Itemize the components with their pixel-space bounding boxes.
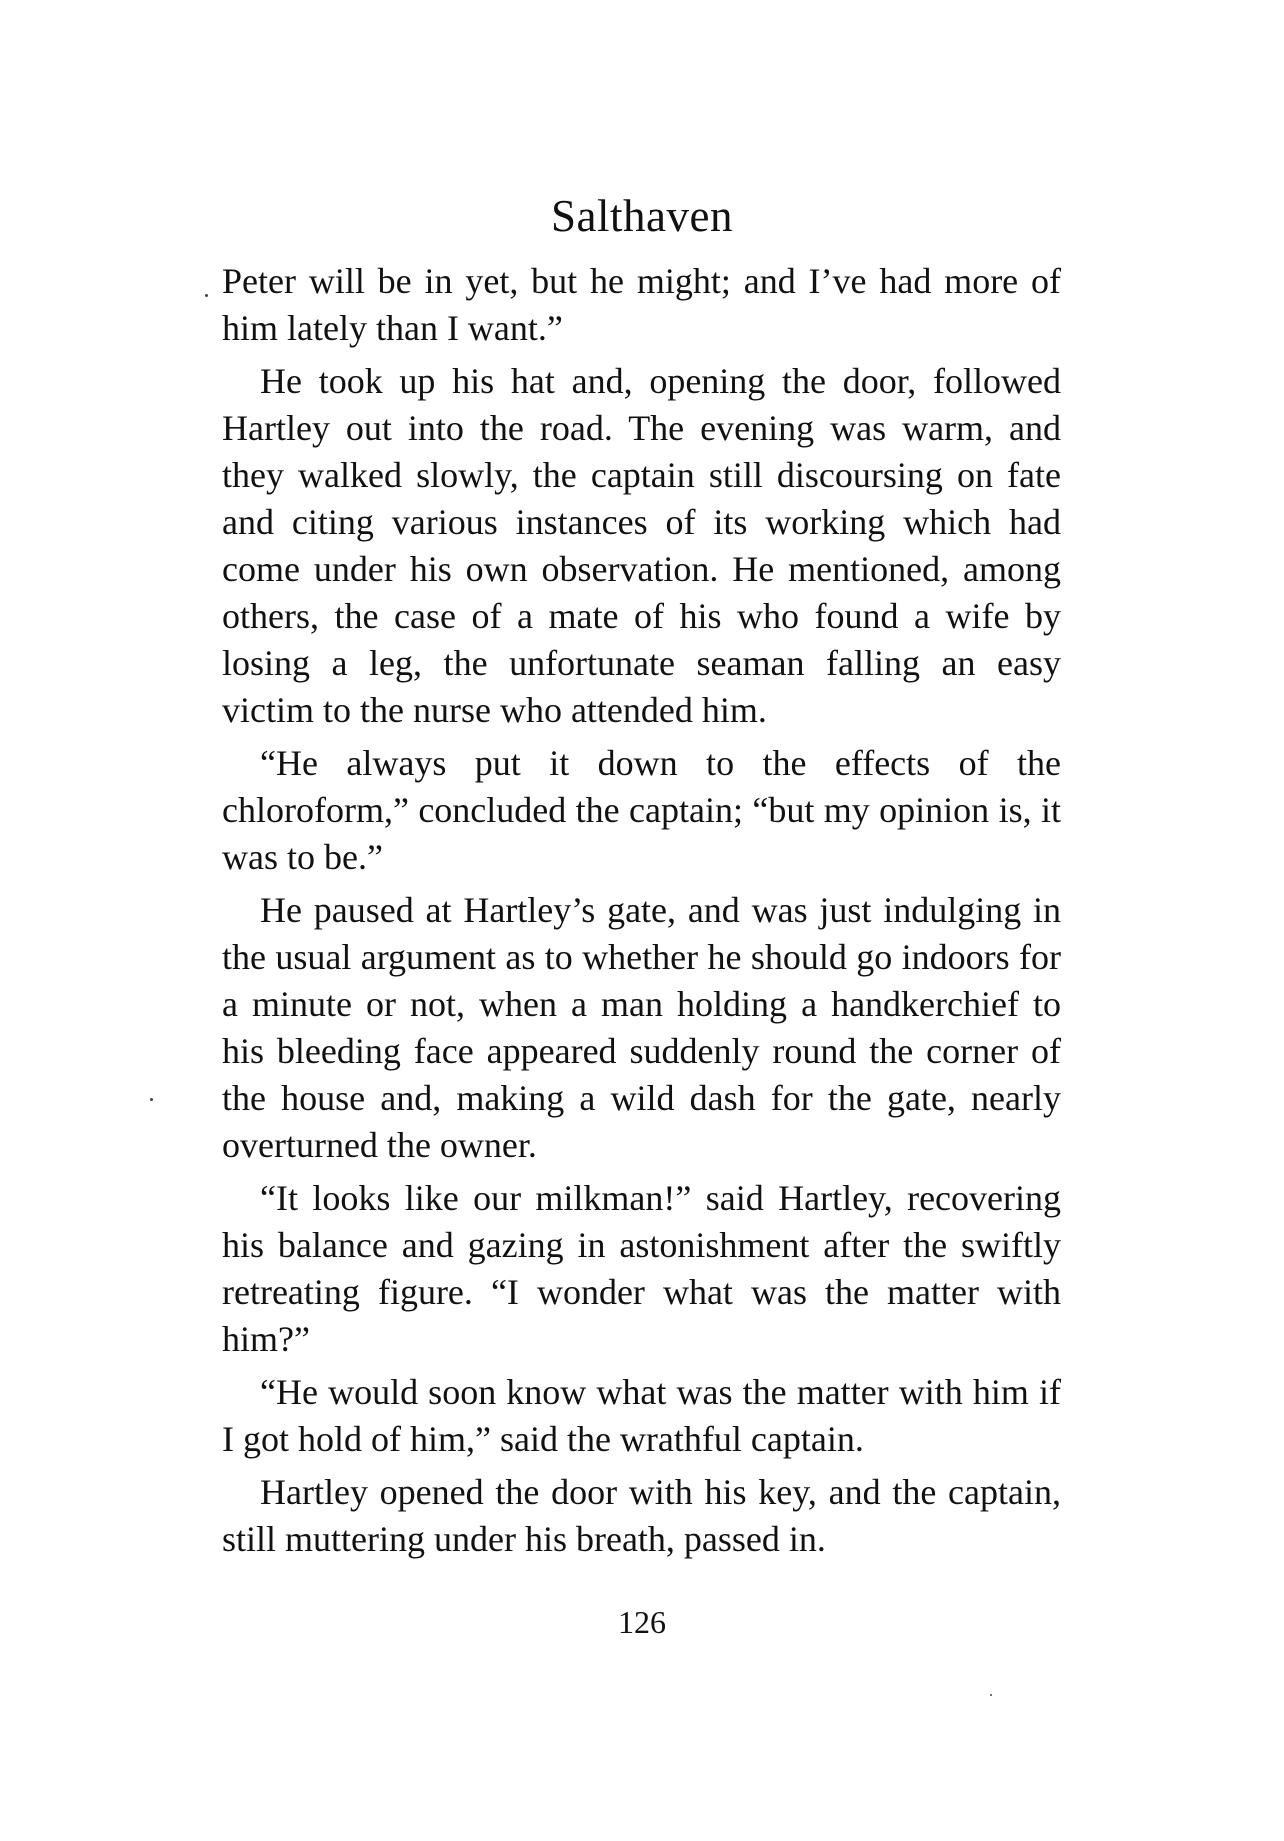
paragraph-1: Peter will be in yet, but he might; and I’ve had more of him lately than I want.” bbox=[222, 261, 1061, 348]
paragraph-2: He took up his hat and, opening the door, followed Hartley out into the road. The evening was warm, and they walked slowly, the captain still discoursing on fate and citing various instances of its working which had come under his own observation. He mentioned, among others, the case of a mate of his who found a wife by losing a leg, the unfortunate seaman falling an easy victim to the nurse who attended him. bbox=[222, 361, 1061, 730]
body-text bbox=[222, 258, 1061, 1569]
scan-speck bbox=[990, 1694, 992, 1696]
running-head: Salthaven bbox=[551, 191, 733, 241]
scan-speck bbox=[205, 294, 208, 297]
paragraph-7: Hartley opened the door with his key, and the captain, still muttering under his breath, passed in. bbox=[222, 1472, 1061, 1559]
paragraph-5: “It looks like our milkman!” said Hartley, recovering his balance and gazing in astonishment after the swiftly retreating figure. “I wonder what was the matter with him?” bbox=[222, 1178, 1061, 1359]
paragraph-6: “He would soon know what was the matter with him if I got hold of him,” said the wrathful captain. bbox=[222, 1372, 1061, 1459]
scan-speck bbox=[150, 1098, 153, 1101]
paragraph-3: “He always put it down to the effects of the chloroform,” concluded the captain; “but my opinion is, it was to be.” bbox=[222, 743, 1061, 877]
paragraph-4: He paused at Hartley’s gate, and was just indulging in the usual argument as to whether he should go indoors for a minute or not, when a man holding a handkerchief to his bleeding face appeared suddenly round the corner of the house and, making a wild dash for the gate, nearly overturned the owner. bbox=[222, 890, 1061, 1165]
page-number: 126 bbox=[618, 1604, 666, 1640]
